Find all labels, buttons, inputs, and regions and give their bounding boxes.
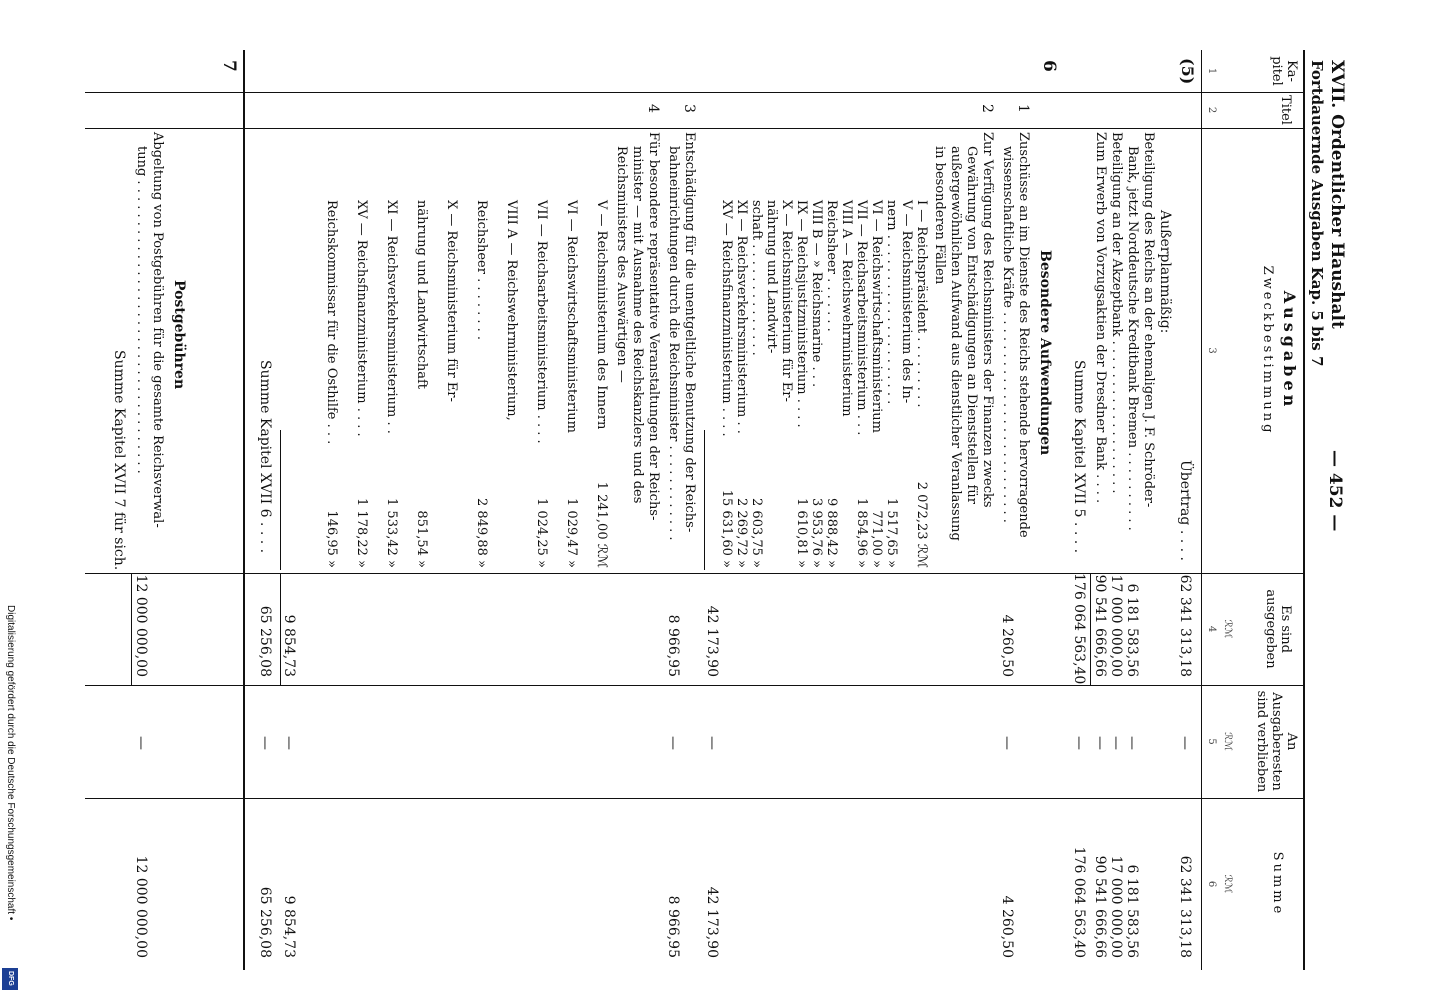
col-num-3: 3 — [1206, 347, 1217, 354]
breakdown-item-value: 851,54 » — [414, 510, 429, 568]
row-dresdner: Zum Erwerb von Vorzugsaktien der Dresdner Bank . . . . — [1093, 132, 1108, 504]
breakdown-item-value: 1 517,65 » — [884, 498, 899, 568]
kap6-titel-3: 3 — [681, 104, 697, 113]
dfg-logo: DFG — [2, 968, 18, 990]
breakdown-item-value: 1 610,81 » — [794, 498, 809, 568]
breakdown-item-name: X — Reichsministerium für Er- — [444, 200, 459, 402]
breakdown-item-name: I — Reichspräsident . . . . . . . . . — [914, 200, 929, 408]
kap6-t2-rest: — — [704, 736, 720, 750]
kap6-t4-line3: Reichsministers des Auswärtigen — — [614, 146, 629, 383]
digitization-note: Digitalisierung gefördert durch die Deutsche Forschungsgemeinschaft • — [5, 605, 16, 921]
kap6-t1-rest: — — [999, 736, 1015, 750]
breakdown-item-value: 2 603,75 » — [749, 498, 764, 568]
kap7-line2: tung . . . . . . . . . . . . . . . . . . . . . . . . . . . . . . . . . . . . — [134, 146, 149, 474]
col-divider-1 — [85, 92, 1305, 93]
table-top-rule — [1303, 50, 1305, 970]
kap6-t1-line1: Zuschüsse an im Dienste des Reichs stehende hervorragende — [1016, 132, 1031, 538]
breakdown-item-name: nährung und Landwirtschaft — [414, 200, 429, 390]
kap6-sum-rest: — — [257, 736, 273, 750]
col-num-4: 4 — [1206, 625, 1217, 633]
breakdown-item-value: 1 241,00 ℛℳ — [594, 481, 609, 568]
col-header-zweck: Zweckbestimmung — [1260, 265, 1275, 436]
kap6-titel-2: 2 — [979, 104, 995, 113]
kap6-titel-1: 1 — [1015, 104, 1031, 113]
col-num-5: 5 — [1206, 738, 1217, 745]
kap6-t3-sum: 8 966,95 — [665, 895, 681, 958]
kap6-t3-rest: — — [665, 736, 681, 750]
kap7-sum: 12 000 000,00 — [133, 855, 149, 958]
breakdown-item-name: XV — Reichsfinanzministerium . . . . — [719, 200, 734, 437]
kap7-amount-rule — [131, 573, 132, 685]
col-header-summe: Summe — [1270, 851, 1285, 917]
kap6-t4-rest: — — [281, 736, 297, 750]
uebertrag-sum: 62 341 313,18 — [1177, 855, 1193, 958]
kap7-sum-label: Summe Kapitel XVII 7 für sich. — [111, 350, 127, 571]
breakdown-item-name: VIII A — Reichswehrministerium, — [504, 200, 519, 421]
kap6-t1-amount: 4 260,50 — [999, 614, 1015, 677]
col-header-ausgabereste: An Ausgaberesten sind verblieben — [1254, 690, 1299, 793]
unit-label-4: ℛℳ — [1222, 619, 1233, 639]
breakdown-item-name: schaft . . . . . . . . . . . . . . — [749, 200, 764, 356]
breakdown-item-name: Reichsheer . . . . . . . . — [474, 200, 489, 341]
breakdown-item-name: XI — Reichsverkehrsministerium . . — [384, 200, 399, 434]
kap6-t3-amount: 8 966,95 — [665, 614, 681, 677]
kap6-t2-line1: Zur Verfügung des Reichsministers der Finanzen zwecks — [980, 132, 995, 508]
breakdown-item-name: nährung und Landwirt- — [764, 200, 779, 354]
breakdown-item-name: VII — Reichsarbeitsministerium . . . . — [534, 200, 549, 444]
row-schroeder-line2: Bank, jetzt Norddeutsche Kreditbank Bremen . . . . . . . . . . — [1125, 146, 1140, 531]
header-bottom-rule — [1201, 50, 1202, 970]
row-akzeptbank-amount: 17 000 000,00 — [1108, 574, 1124, 677]
col-divider-2 — [85, 128, 1305, 129]
breakdown-item-name: Reichsheer . . . . . . . — [824, 200, 839, 332]
uebertrag-rest: — — [1177, 736, 1193, 750]
kapitel-5-number: (5) — [1178, 58, 1197, 85]
row-schroeder-sum: 6 181 583,56 — [1124, 864, 1140, 958]
breakdown-item-value: 146,95 » — [324, 510, 339, 568]
kap5-sum-amount: 176 064 563,40 — [1071, 573, 1087, 685]
breakdown-item-value: 3 953,76 » — [809, 498, 824, 568]
breakdown-item-name: nern . . . . . . . . . . . . . . . . . . . . . — [884, 200, 899, 405]
breakdown-item-value: 1 024,25 » — [534, 498, 549, 568]
kap7-heading: Postgebühren — [171, 280, 187, 390]
breakdown-item-value: 771,00 » — [869, 510, 884, 568]
breakdown-item-value: 9 888,42 » — [824, 498, 839, 568]
kap7-amount: 12 000 000,00 — [133, 574, 149, 677]
kap7-line1: Abgeltung von Postgebühren für die gesamte Reichsverwal- — [150, 132, 165, 528]
col-header-ausgaben: Ausgaben — [1280, 290, 1299, 411]
kap7-top-rule — [243, 50, 245, 970]
col-header-titel: Titel — [1278, 95, 1293, 125]
kap6-t1-sum: 4 260,50 — [999, 895, 1015, 958]
unit-label-6: ℛℳ — [1222, 874, 1233, 894]
kap6-t4-sum: 9 854,73 — [281, 895, 297, 958]
row-dresdner-amount: 90 541 666,66 — [1092, 574, 1108, 677]
col-header-ausgegeben: Es sind ausgegeben — [1263, 589, 1293, 669]
row-dresdner-sum: 90 541 666,66 — [1092, 855, 1108, 958]
uebertrag-label: Übertrag . . . . — [1177, 460, 1193, 561]
row-schroeder-line1: Beteiligung des Reichs an der ehemaligen J. F. Schröder- — [1141, 132, 1156, 508]
kap6-t2-line2: Gewährung von Entschädigungen an Dienststellen für — [964, 146, 979, 504]
kap6-t1-line2: wissenschaftliche Kräfte . . . . . . . . . . . . . . . . . . . . . . . . . . — [1000, 146, 1015, 523]
kap6-t3-line1: Entschädigung für die unentgeltliche Benutzung der Reichs- — [682, 132, 697, 533]
breakdown-item-name: V — Reichsministerium des In- — [899, 200, 914, 404]
breakdown-item-name: VIII B — » Reichsmarine . . . — [809, 200, 824, 388]
kap6-t4-line2: minister — mit Ausnahme des Reichskanzlers und des — [630, 146, 645, 504]
kapitel-7-number: 7 — [219, 60, 239, 72]
row-schroeder-rest: — — [1124, 736, 1140, 750]
kap6-heading: Besondere Aufwendungen — [1037, 250, 1053, 456]
kap6-t2-amount: 42 173,90 — [704, 605, 720, 677]
breakdown-item-value: 2 072,23 ℛℳ — [914, 481, 929, 568]
breakdown-item-name: V — Reichsministerium des Innern — [594, 200, 609, 430]
kap6-sum-amount: 65 256,08 — [257, 605, 273, 677]
kap6-t4-line1: Für besondere repräsentative Veranstaltungen der Reichs- — [646, 132, 661, 521]
kap6-t2-rule — [704, 430, 705, 570]
kap5-sum-rest: — — [1071, 736, 1087, 750]
unit-label-5: ℛℳ — [1222, 732, 1233, 751]
page-number: — 452 — — [1325, 450, 1345, 532]
breakdown-item-name: VI — Reichswirtschaftsministerium — [564, 200, 579, 433]
col-num-6: 6 — [1206, 880, 1217, 888]
page-title: XVII. Ordentlicher Haushalt — [1327, 60, 1347, 329]
kap5-sum-rule — [1090, 573, 1091, 685]
kap6-t2-line4: in besonderen Fällen — [932, 146, 947, 285]
kap6-t4-amount: 9 854,73 — [281, 614, 297, 677]
breakdown-item-value: 2 269,72 » — [734, 498, 749, 568]
breakdown-item-value: 1 029,47 » — [564, 498, 579, 568]
breakdown-item-name: X — Reichsministerium für Er- — [779, 200, 794, 402]
breakdown-item-value: 2 849,88 » — [474, 498, 489, 568]
uebertrag-amount: 62 341 313,18 — [1177, 574, 1193, 677]
rotated-table-sheet — [85, 50, 1345, 970]
kap6-t4-rule — [280, 430, 281, 570]
breakdown-item-value: 15 631,60 » — [719, 489, 734, 568]
ausserplan-label: Außerplanmäßig: — [1157, 210, 1173, 334]
page-subtitle: Fortdauernde Ausgaben Kap. 5 bis 7 — [1308, 60, 1326, 367]
breakdown-item-name: XV — Reichsfinanzministerium . . . . — [354, 200, 369, 437]
kapitel-6-number: 6 — [1039, 60, 1059, 72]
breakdown-item-value: 1 854,96 » — [854, 498, 869, 568]
kap5-sum-label: Summe Kapitel XVII 5 . . . . — [1071, 360, 1087, 554]
breakdown-item-name: Reichskommissar für die Osthilfe . . . — [324, 200, 339, 445]
kap6-sum-label: Summe Kapitel XVII 6 . . . . — [257, 360, 273, 554]
breakdown-item-value: 1 178,22 » — [354, 498, 369, 568]
row-schroeder-amount: 6 181 583,56 — [1124, 583, 1140, 677]
kap5-sum-sum: 176 064 563,40 — [1071, 846, 1087, 958]
col-divider-4 — [85, 685, 1305, 686]
kap6-sum-sum: 65 256,08 — [257, 886, 273, 958]
kap6-t2-line3: außergewöhnlichen Aufwand aus dienstlicher Veranlassung — [948, 146, 963, 541]
kap7-rest: — — [133, 736, 149, 750]
row-akzeptbank: Beteiligung an der Akzeptbank . . . . . . . . . . . . . . . . . . . — [1109, 132, 1124, 494]
row-akzeptbank-sum: 17 000 000,00 — [1108, 855, 1124, 958]
breakdown-item-name: XI — Reichsverkehrsministerium . . — [734, 200, 749, 434]
col-num-1: 1 — [1206, 67, 1217, 75]
breakdown-item-name: VII — Reichsarbeitsministerium . . . — [854, 200, 869, 436]
col-num-2: 2 — [1206, 106, 1217, 114]
breakdown-item-value: 1 533,42 » — [384, 498, 399, 568]
breakdown-item-name: IX — Reichsjustizministerium . . . . — [794, 200, 809, 428]
kap6-t3-line2: bahneinrichtungen durch die Reichsminister . . . . . . . . . . . . — [666, 146, 681, 541]
kap6-t2-sum: 42 173,90 — [704, 886, 720, 958]
breakdown-item-name: VI — Reichswirtschaftsministerium — [869, 200, 884, 433]
col-header-kapitel: Ka- pitel — [1269, 56, 1299, 86]
row-dresdner-rest: — — [1092, 736, 1108, 750]
breakdown-item-name: VIII A — Reichswehrministerium — [839, 200, 854, 417]
row-akzeptbank-rest: — — [1108, 736, 1124, 750]
kap6-titel-4: 4 — [645, 104, 661, 113]
